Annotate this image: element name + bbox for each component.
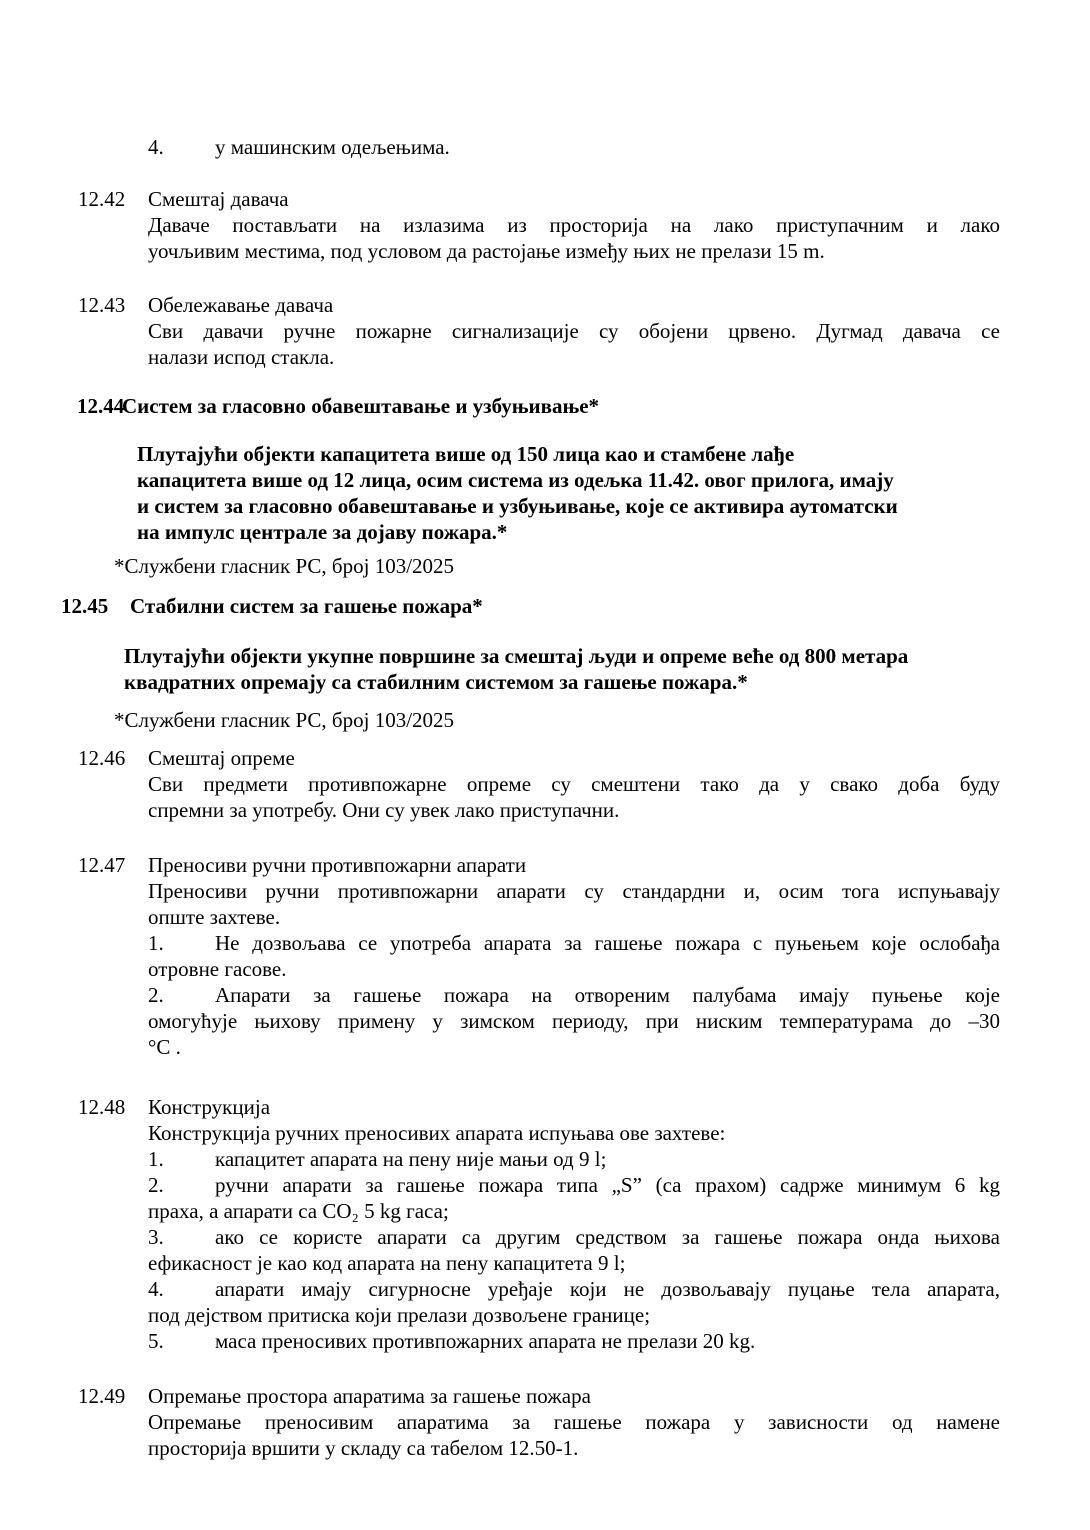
section-number: 12.42 <box>78 187 126 211</box>
list-item-number: 1. <box>148 1147 164 1171</box>
list-item <box>148 1328 1000 1354</box>
section-1248-body <box>148 1120 1000 1146</box>
section-title: Обележавање давача <box>148 293 334 317</box>
list-item <box>148 1172 1000 1224</box>
list-item-text: апарати имају сигурносне уређаје који не дозвољавају пуцање тела апарата, <box>215 1277 1000 1301</box>
list-item-number: 3. <box>148 1225 164 1249</box>
list-item-text: у машинским одељењима. <box>215 135 450 159</box>
bold-note-line: на импулс централе за дојаву пожара.* <box>137 520 508 544</box>
list-item <box>148 1146 1000 1172</box>
list-item-text: Апарати за гашење пожара на отвореним палубама имају пуњење које <box>215 983 1000 1007</box>
body-line: уочљивим местима, под условом да растојање између њих не прелази 15 m. <box>148 239 825 263</box>
bold-note-line: и систем за гласовно обавештавање и узбуњивање, које се активира аутоматски <box>137 494 898 518</box>
list-item <box>148 1224 1000 1276</box>
section-1248-heading <box>78 1094 1090 1120</box>
list-item-number: 2. <box>148 983 164 1007</box>
section-number: 12.47 <box>78 853 126 877</box>
body-line: Преносиви ручни противпожарни апарати су стандардни и, осим тога испуњавају <box>148 879 1000 903</box>
list-item-number: 2. <box>148 1173 164 1197</box>
section-1244 <box>0 393 1090 579</box>
list-item-text: праха, а апарати са CO₂ 5 kg гаса; <box>148 1199 449 1223</box>
section-1249-body <box>148 1409 1000 1461</box>
section-title: Смештај опреме <box>148 746 295 770</box>
section-number: 12.43 <box>78 293 126 317</box>
list-item-number: 4. <box>148 1277 164 1301</box>
list-item-text: под дејством притиска који прелази дозвољене границе; <box>148 1303 651 1327</box>
body-line: Опремање преносивим апаратима за гашење пожара у зависности од намене <box>148 1410 1000 1434</box>
section-title: Преносиви ручни противпожарни апарати <box>148 853 527 877</box>
list-item <box>148 1276 1000 1328</box>
list-item-text: ручни апарати за гашење пожара типа „S” (са прахом) садрже минимум 6 kg <box>215 1173 1000 1197</box>
section-1249-heading <box>78 1383 1090 1409</box>
body-line: просторија вршити у складу са табелом 12.50-1. <box>148 1436 579 1460</box>
section-number: 12.45 <box>61 594 109 618</box>
section-1245 <box>0 593 1090 733</box>
body-line: опште захтеве. <box>148 905 281 929</box>
section-title: Стабилни систем за гашење пожара* <box>130 594 483 618</box>
intro-list-item <box>148 134 1000 160</box>
bold-note-line: капацитета више од 12 лица, осим система из одељка 11.42. овог прилога, имају <box>137 468 894 492</box>
bold-note-line: квадратних опремају са стабилним системом за гашење пожара.* <box>124 670 748 694</box>
section-1249 <box>0 1383 1090 1461</box>
section-1246-heading <box>78 745 1090 771</box>
section-1243 <box>0 292 1090 370</box>
list-item <box>148 982 1000 1060</box>
section-number: 12.48 <box>78 1095 126 1119</box>
section-1247-body <box>148 878 1000 930</box>
body-line: Сви предмети противпожарне опреме су смештени тако да у свако доба буду <box>148 772 1000 796</box>
section-number: 12.46 <box>78 746 126 770</box>
section-title: Конструкција <box>148 1095 271 1119</box>
body-line: спремни за употребу. Они су увек лако приступачни. <box>148 798 620 822</box>
section-1248 <box>0 1094 1090 1354</box>
list-item-text: ефикасност је као код апарата на пену капацитета 9 l; <box>148 1251 626 1275</box>
section-number: 12.44 <box>77 394 125 418</box>
list-item-text: Не дозвољава се употреба апарата за гашење пожара с пуњењем које ослобађа <box>215 931 1000 955</box>
section-1242-heading <box>78 186 1090 212</box>
section-1246 <box>0 745 1090 823</box>
footnote: *Службени гласник РС, број 103/2025 <box>114 554 455 578</box>
section-1243-heading <box>78 292 1090 318</box>
section-title: Систем за гласовно обавештавање и узбуњивање* <box>122 394 600 418</box>
section-1247 <box>0 852 1090 1060</box>
section-1245-heading <box>61 593 1090 619</box>
section-1247-heading <box>78 852 1090 878</box>
section-1242 <box>0 186 1090 264</box>
body-line: налази испод стакла. <box>148 345 335 369</box>
section-1244-bold-note <box>137 441 1090 545</box>
bold-note-line: Плутајући објекти капацитета више од 150 лица као и стамбене лађе <box>137 442 795 466</box>
footnote: *Службени гласник РС, број 103/2025 <box>114 708 455 732</box>
section-1246-body <box>148 771 1000 823</box>
section-1244-heading <box>77 393 1090 419</box>
section-1242-body <box>148 212 1000 264</box>
body-line: Сви давачи ручне пожарне сигнализације су обојени црвено. Дугмад давача се <box>148 319 1000 343</box>
list-item-text: °С . <box>148 1035 181 1059</box>
bold-note-line: Плутајући објекти укупне површине за смештај људи и опреме веће од 800 метара <box>124 644 909 668</box>
list-item-text: ако се користе апарати са другим средством за гашење пожара онда њихова <box>215 1225 1000 1249</box>
body-line: Даваче постављати на излазима из просторија на лако приступачним и лако <box>148 213 1000 237</box>
section-number: 12.49 <box>78 1384 126 1408</box>
section-title: Смештај давача <box>148 187 289 211</box>
section-1243-body <box>148 318 1000 370</box>
list-item-text: капацитет апарата на пену није мањи од 9 l; <box>215 1147 607 1171</box>
section-title: Опремање простора апаратима за гашење пожара <box>148 1384 591 1408</box>
list-item <box>148 930 1000 982</box>
list-item-number: 4. <box>148 135 164 159</box>
list-item-number: 5. <box>148 1329 164 1353</box>
section-1245-bold-note <box>124 643 1090 695</box>
list-item-number: 1. <box>148 931 164 955</box>
list-item-text: отровне гасове. <box>148 957 287 981</box>
body-line: Конструкција ручних преносивих апарата испуњава ове захтеве: <box>148 1121 726 1145</box>
list-item-text: маса преносивих противпожарних апарата не прелази 20 kg. <box>215 1329 756 1353</box>
list-item-text: омогућује њихову примену у зимском периоду, при ниским температурама до –30 <box>148 1009 1000 1033</box>
